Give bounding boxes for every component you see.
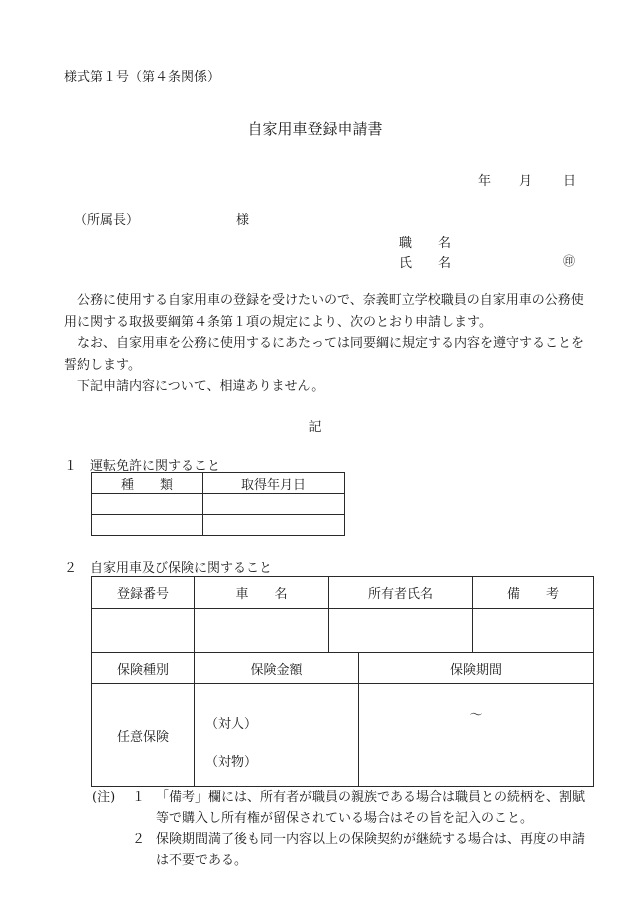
insurance-table — [91, 652, 594, 787]
table-row — [92, 609, 594, 653]
document-title: 自家用車登録申請書 — [247, 120, 383, 138]
seal-mark: ㊞ — [563, 254, 576, 268]
note-item — [92, 829, 594, 871]
note-item — [92, 787, 594, 829]
owner-name-header: 所有者氏名 — [329, 577, 473, 609]
license-type-cell[interactable] — [92, 494, 203, 515]
table-row — [92, 515, 345, 536]
insurance-type-cell: 任意保険 — [92, 684, 195, 787]
table-row — [92, 494, 345, 515]
license-type-cell[interactable] — [92, 515, 203, 536]
insurance-period-cell[interactable]: 〜 — [359, 684, 594, 787]
remarks-header: 備 考 — [473, 577, 594, 609]
amount-property-cell[interactable]: （対物） — [195, 736, 359, 787]
amount-person-cell[interactable]: （対人） — [195, 684, 359, 736]
body-paragraph: なお、自家用車を公務に使用するにあたっては同要綱に規定する内容を遵守することを誓約します。 — [64, 336, 585, 373]
note-number: ２ — [132, 832, 146, 847]
date-year: 年 — [478, 174, 492, 189]
date-month: 月 — [519, 174, 533, 189]
note-text: 「備考」欄には、所有者が職員の親族である場合は職員との続柄を、割賦等で購入し所有権が留保されている場合はその旨を記入のこと。 — [156, 790, 586, 826]
license-table — [91, 472, 345, 536]
date-day: 日 — [563, 174, 577, 189]
license-type-header: 種 類 — [92, 473, 203, 494]
registration-number-cell[interactable] — [92, 609, 195, 653]
insurance-period-header: 保険期間 — [359, 653, 594, 684]
insurance-type-header: 保険種別 — [92, 653, 195, 684]
license-date-cell[interactable] — [203, 494, 345, 515]
application-date — [478, 170, 576, 189]
remarks-cell[interactable] — [473, 609, 594, 653]
body-paragraph: 下記申請内容について、相違ありません。 — [77, 379, 325, 394]
addressee: （所属長） — [74, 213, 140, 228]
car-name-cell[interactable] — [195, 609, 329, 653]
owner-name-cell[interactable] — [329, 609, 473, 653]
applicant-name-label: 氏 名 — [399, 256, 452, 271]
section2-heading: ２ 自家用車及び保険に関すること — [64, 561, 273, 576]
note-text: 保険期間満了後も同一内容以上の保険契約が継続する場合は、再度の申請は不要である。 — [156, 832, 586, 868]
insurance-amount-header: 保険金額 — [195, 653, 359, 684]
registration-number-header: 登録番号 — [92, 577, 195, 609]
application-body — [64, 290, 594, 398]
honorific: 様 — [236, 213, 250, 228]
section1-heading: １ 運転免許に関すること — [64, 459, 221, 474]
car-name-header: 車 名 — [195, 577, 329, 609]
body-paragraph: 公務に使用する自家用車の登録を受けたいので、奈義町立学校職員の自家用車の公務使用に関する取扱要綱第４条第１項の規定により、次のとおり申請します。 — [64, 293, 584, 330]
note-number: １ — [132, 790, 146, 805]
note-head: (注) — [92, 790, 116, 805]
job-title-label: 職 名 — [399, 236, 452, 251]
vehicle-table — [91, 576, 594, 653]
form-number: 様式第１号（第４条関係） — [64, 70, 221, 85]
ki-marker: 記 — [308, 420, 322, 435]
license-date-cell[interactable] — [203, 515, 345, 536]
notes — [92, 787, 594, 871]
license-date-header: 取得年月日 — [203, 473, 345, 494]
